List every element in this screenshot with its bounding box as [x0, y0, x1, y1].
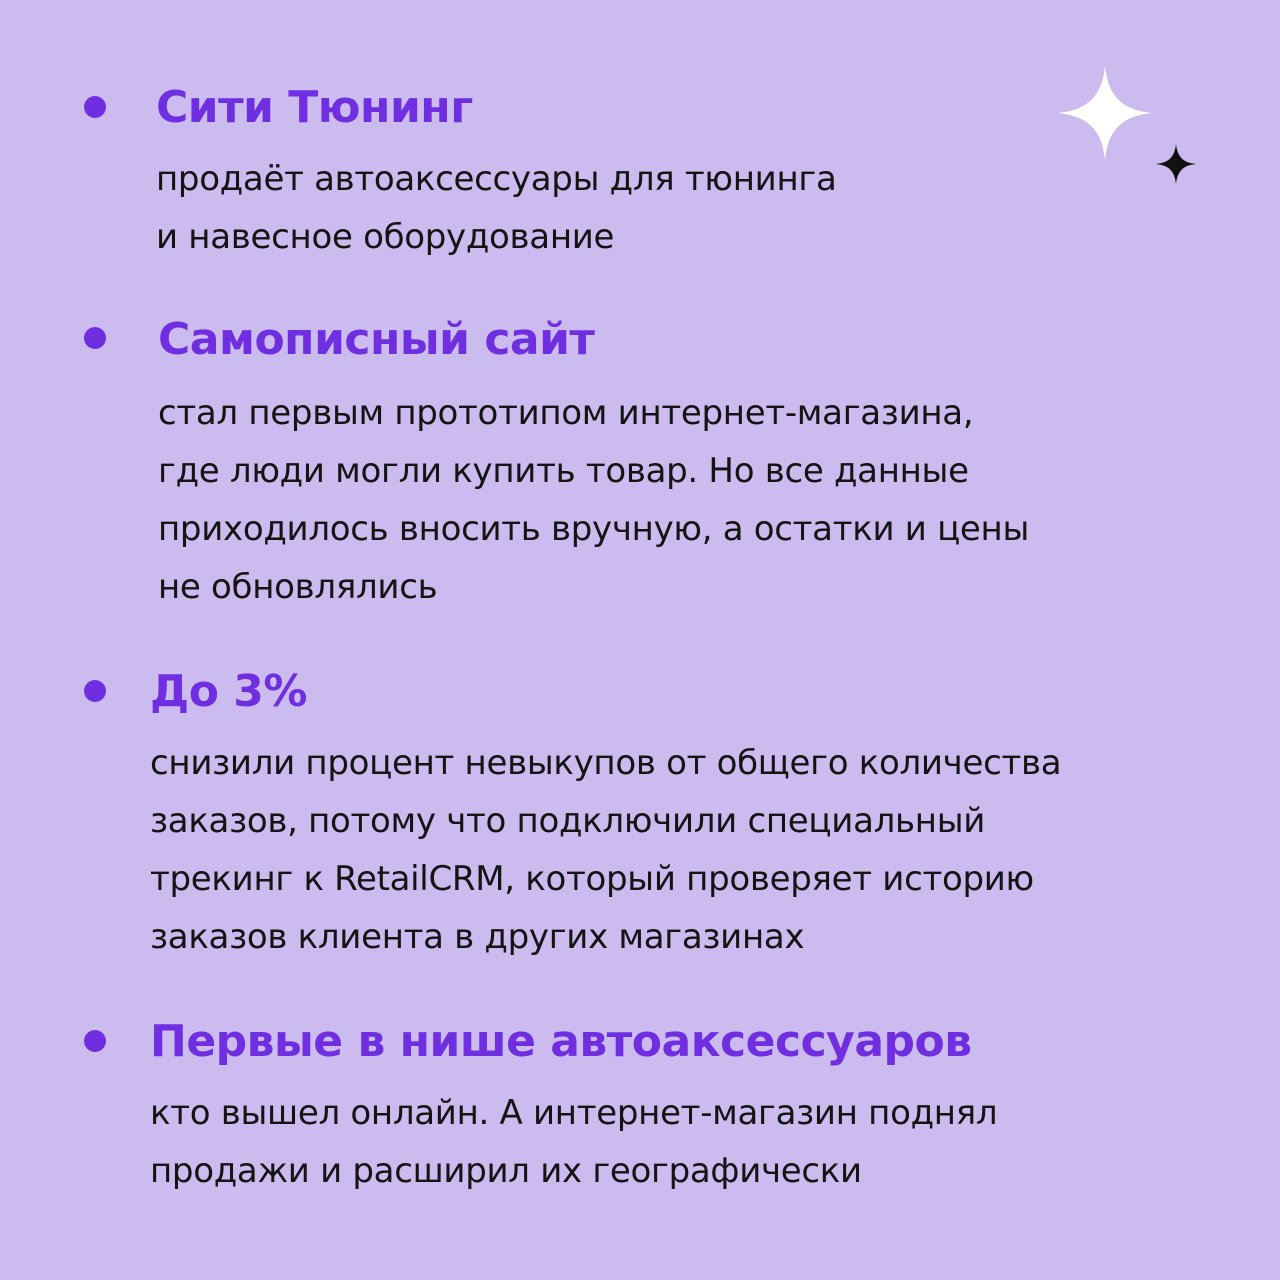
item-description: [150, 1084, 997, 1200]
item-description: [158, 384, 1029, 616]
large-sparkle-icon: [1058, 66, 1152, 160]
description-line: приходилось вносить вручную, а остатки и цены: [158, 509, 1029, 549]
description-line: заказов клиента в других магазинах: [150, 917, 805, 957]
description-line: и навесное оборудование: [156, 217, 615, 257]
small-sparkle-icon: [1156, 144, 1196, 184]
item-heading: Сити Тюнинг: [156, 82, 473, 133]
description-line: продаёт автоаксессуары для тюнинга: [156, 159, 837, 199]
item-description: [156, 150, 837, 266]
description-line: кто вышел онлайн. А интернет-магазин поднял: [150, 1093, 998, 1133]
item-heading: До 3%: [150, 666, 307, 717]
bullet-dot: [84, 1030, 106, 1052]
item-heading: Первые в нише автоаксессуаров: [150, 1016, 972, 1067]
description-line: продажи и расширил их географически: [150, 1151, 862, 1191]
description-line: стал первым прототипом интернет-магазина,: [158, 393, 974, 433]
description-line: снизили процент невыкупов от общего количества: [150, 743, 1062, 783]
bullet-dot: [84, 96, 106, 118]
description-line: не обновлялись: [158, 567, 438, 607]
bullet-dot: [84, 327, 106, 349]
item-description: [150, 734, 1061, 966]
description-line: где люди могли купить товар. Но все данные: [158, 451, 969, 491]
description-line: заказов, потому что подключили специальный: [150, 801, 986, 841]
bullet-dot: [84, 680, 106, 702]
item-heading: Самописный сайт: [158, 314, 595, 365]
description-line: трекинг к RetailCRM, который проверяет историю: [150, 859, 1034, 899]
